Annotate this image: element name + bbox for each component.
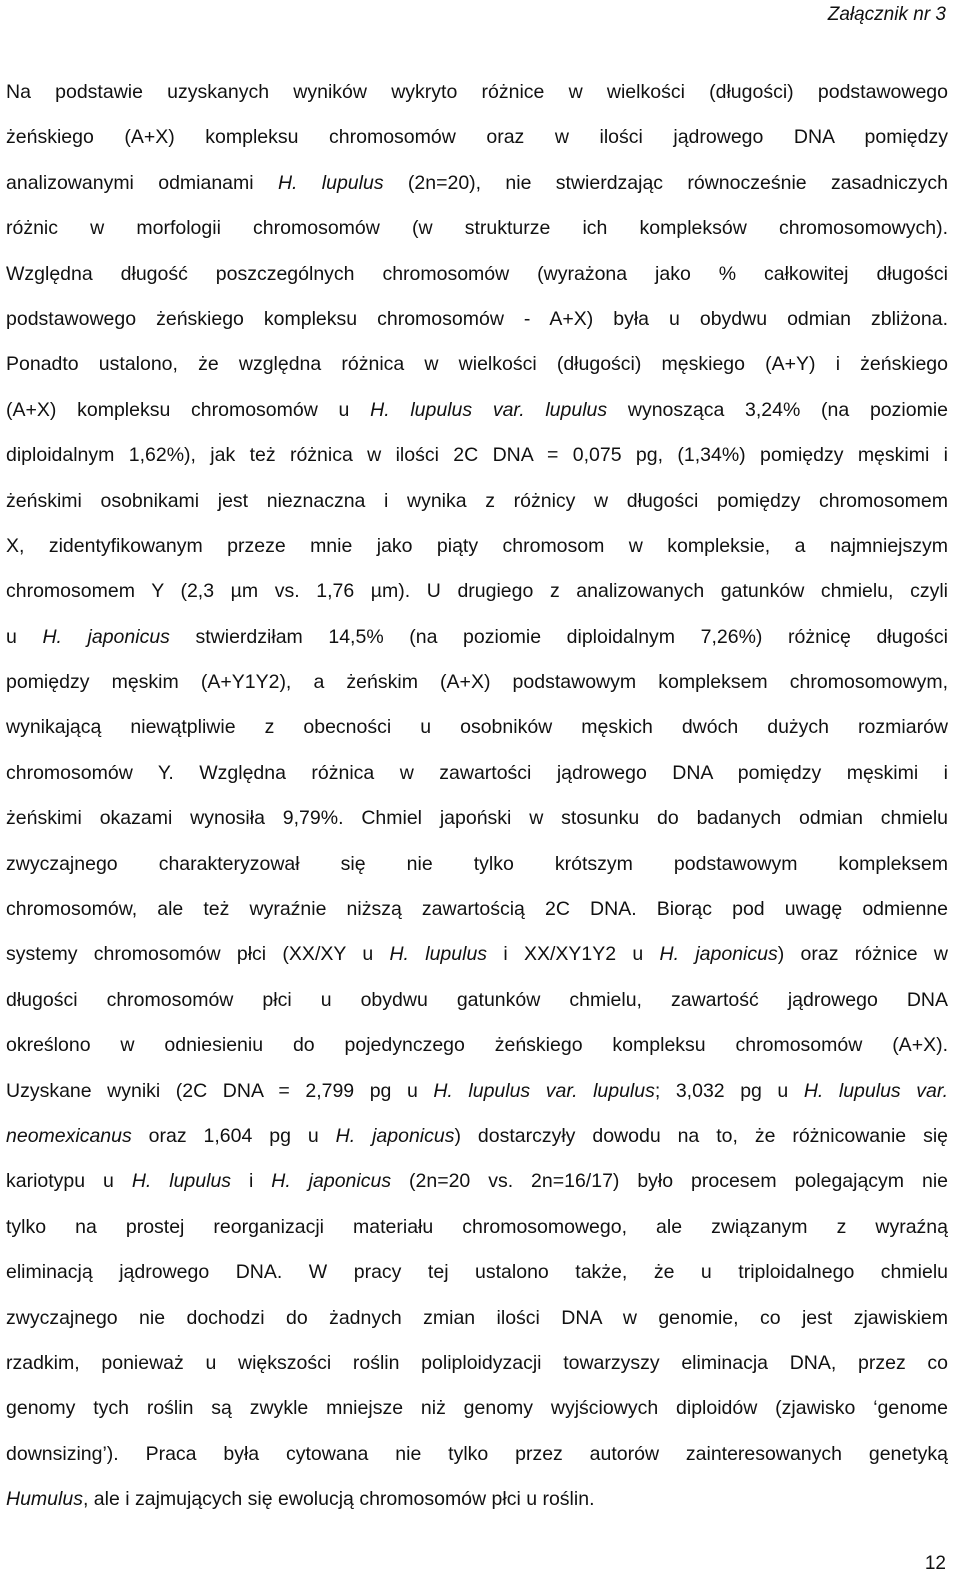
text-line [6, 252, 948, 297]
text-line [6, 524, 948, 569]
text-run: chromosomem Y (2,3 µm vs. 1,76 µm). U drugiego z analizowanych gatunków chmielu, czyli [6, 580, 948, 603]
text-run: analizowanymi odmianami [6, 171, 278, 194]
text-run: oraz 1,604 pg u [131, 1124, 336, 1147]
text-run: chromosomów Y. Względna różnica w zawartości jądrowego DNA pomiędzy męskimi i [6, 761, 948, 784]
text-line [6, 433, 948, 478]
text-run: chromosomów, ale też wyraźnie niższą zawartością 2C DNA. Biorąc pod uwagę odmienne [6, 898, 948, 921]
text-run: , ale i zajmujących się ewolucją chromosomów płci u roślin. [82, 1488, 595, 1511]
text-line [6, 1023, 948, 1068]
text-line [6, 796, 948, 841]
text-run: żeńskimi okazami wynosiła 9,79%. Chmiel japoński w stosunku do badanych odmian chmielu [6, 807, 948, 830]
italic-text-run: H. japonicus [335, 1124, 455, 1147]
text-run: Uzyskane wyniki (2C DNA = 2,799 pg u [6, 1079, 434, 1102]
text-line [6, 978, 948, 1023]
text-run: żeńskiego (A+X) kompleksu chromosomów oraz w ilości jądrowego DNA pomiędzy [6, 126, 948, 149]
document-body [6, 70, 948, 1523]
italic-text-run: H. lupulus var. [803, 1079, 948, 1102]
text-line [6, 932, 948, 977]
italic-text-run: H. lupulus [389, 943, 488, 966]
text-run: pomiędzy męskim (A+Y1Y2), a żeńskim (A+X) podstawowym kompleksem chromosomowym, [6, 671, 948, 694]
italic-text-run: H. japonicus [659, 943, 778, 966]
text-run: ; 3,032 pg u [654, 1079, 804, 1102]
italic-text-run: H. japonicus [42, 625, 170, 648]
text-line [6, 569, 948, 614]
text-line [6, 1159, 948, 1204]
text-run: ) oraz różnice w [777, 943, 948, 966]
italic-text-run: H. lupulus var. lupulus [370, 398, 608, 421]
text-run: żeńskimi osobnikami jest nieznaczna i wynika z różnicy w długości pomiędzy chromosomem [6, 489, 948, 512]
text-line [6, 479, 948, 524]
text-run: określono w odniesieniu do pojedynczego żeńskiego kompleksu chromosomów (A+X). [6, 1034, 948, 1057]
text-line [6, 1432, 948, 1477]
attachment-label: Załącznik nr 3 [827, 4, 946, 25]
italic-text-run: H. lupulus [131, 1170, 232, 1193]
italic-text-run: neomexicanus [6, 1124, 132, 1147]
text-run: X, zidentyfikowanym przeze mnie jako piąty chromosom w kompleksie, a najmniejszym [6, 534, 948, 557]
text-line [6, 1386, 948, 1431]
text-run: u [6, 625, 43, 648]
text-line [6, 615, 948, 660]
italic-text-run: H. lupulus var. lupulus [433, 1079, 655, 1102]
text-run: diploidalnym 1,62%), jak też różnica w ilości 2C DNA = 0,075 pg, (1,34%) pomiędzy męskimi i [6, 444, 948, 467]
text-run: Ponadto ustalono, że względna różnica w wielkości (długości) męskiego (A+Y) i żeńskiego [6, 353, 948, 376]
italic-text-run: H. lupulus [277, 171, 384, 194]
text-line [6, 1205, 948, 1250]
text-run: i [231, 1170, 272, 1193]
text-run: stwierdziłam 14,5% (na poziomie diploidalnym 7,26%) różnicę długości [169, 625, 948, 648]
text-line [6, 842, 948, 887]
text-line [6, 115, 948, 160]
text-run: (A+X) kompleksu chromosomów u [6, 398, 371, 421]
text-run: genomy tych roślin są zwykle mniejsze niż genomy wyjściowych diploidów (zjawisko ‘genome [6, 1397, 948, 1420]
text-run: systemy chromosomów płci (XX/XY u [6, 943, 390, 966]
text-run: zwyczajnego charakteryzował się nie tylko krótszym podstawowym kompleksem [6, 852, 948, 875]
italic-text-run: Humulus [6, 1488, 83, 1511]
text-run: zwyczajnego nie dochodzi do żadnych zmian ilości DNA w genomie, co jest zjawiskiem [6, 1306, 948, 1329]
text-line [6, 297, 948, 342]
text-run: downsizing’). Praca była cytowana nie tylko przez autorów zainteresowanych genetyką [6, 1442, 948, 1465]
text-line [6, 1296, 948, 1341]
text-run: różnic w morfologii chromosomów (w strukturze ich kompleksów chromosomowych). [6, 217, 948, 240]
text-run: tylko na prostej reorganizacji materiału chromosomowego, ale związanym z wyraźną [6, 1215, 948, 1238]
text-line [6, 388, 948, 433]
text-line [6, 1477, 948, 1522]
text-run: Względna długość poszczególnych chromosomów (wyrażona jako % całkowitej długości [6, 262, 948, 285]
text-line [6, 751, 948, 796]
text-line [6, 660, 948, 705]
text-run: kariotypu u [6, 1170, 132, 1193]
text-run: (2n=20 vs. 2n=16/17) było procesem polegającym nie [391, 1170, 948, 1193]
text-run: rzadkim, ponieważ u większości roślin poliploidyzacji towarzyszy eliminacja DNA, przez co [6, 1351, 948, 1374]
text-run: długości chromosomów płci u obydwu gatunków chmielu, zawartość jądrowego DNA [6, 988, 948, 1011]
text-line [6, 1069, 948, 1114]
text-line [6, 1114, 948, 1159]
text-line [6, 887, 948, 932]
text-line [6, 705, 948, 750]
page-number: 12 [924, 1553, 946, 1574]
text-run: wynosząca 3,24% (na poziomie [607, 398, 948, 421]
text-line [6, 161, 948, 206]
text-run: Na podstawie uzyskanych wyników wykryto różnice w wielkości (długości) podstawowego [6, 81, 948, 103]
text-run: eliminacją jądrowego DNA. W pracy tej ustalono także, że u triploidalnego chmielu [6, 1261, 948, 1284]
text-line [6, 342, 948, 387]
text-line [6, 1341, 948, 1386]
text-line [6, 1250, 948, 1295]
text-run: ) dostarczyły dowodu na to, że różnicowanie się [454, 1124, 948, 1147]
text-run: (2n=20), nie stwierdzając równocześnie zasadniczych [383, 171, 948, 194]
italic-text-run: H. japonicus [271, 1170, 392, 1193]
text-run: wynikającą niewątpliwie z obecności u osobników męskich dwóch dużych rozmiarów [6, 716, 948, 739]
text-line [6, 70, 948, 115]
text-line [6, 206, 948, 251]
text-run: podstawowego żeńskiego kompleksu chromosomów - A+X) była u obydwu odmian zbliżona. [6, 307, 948, 330]
text-run: i XX/XY1Y2 u [487, 943, 660, 966]
